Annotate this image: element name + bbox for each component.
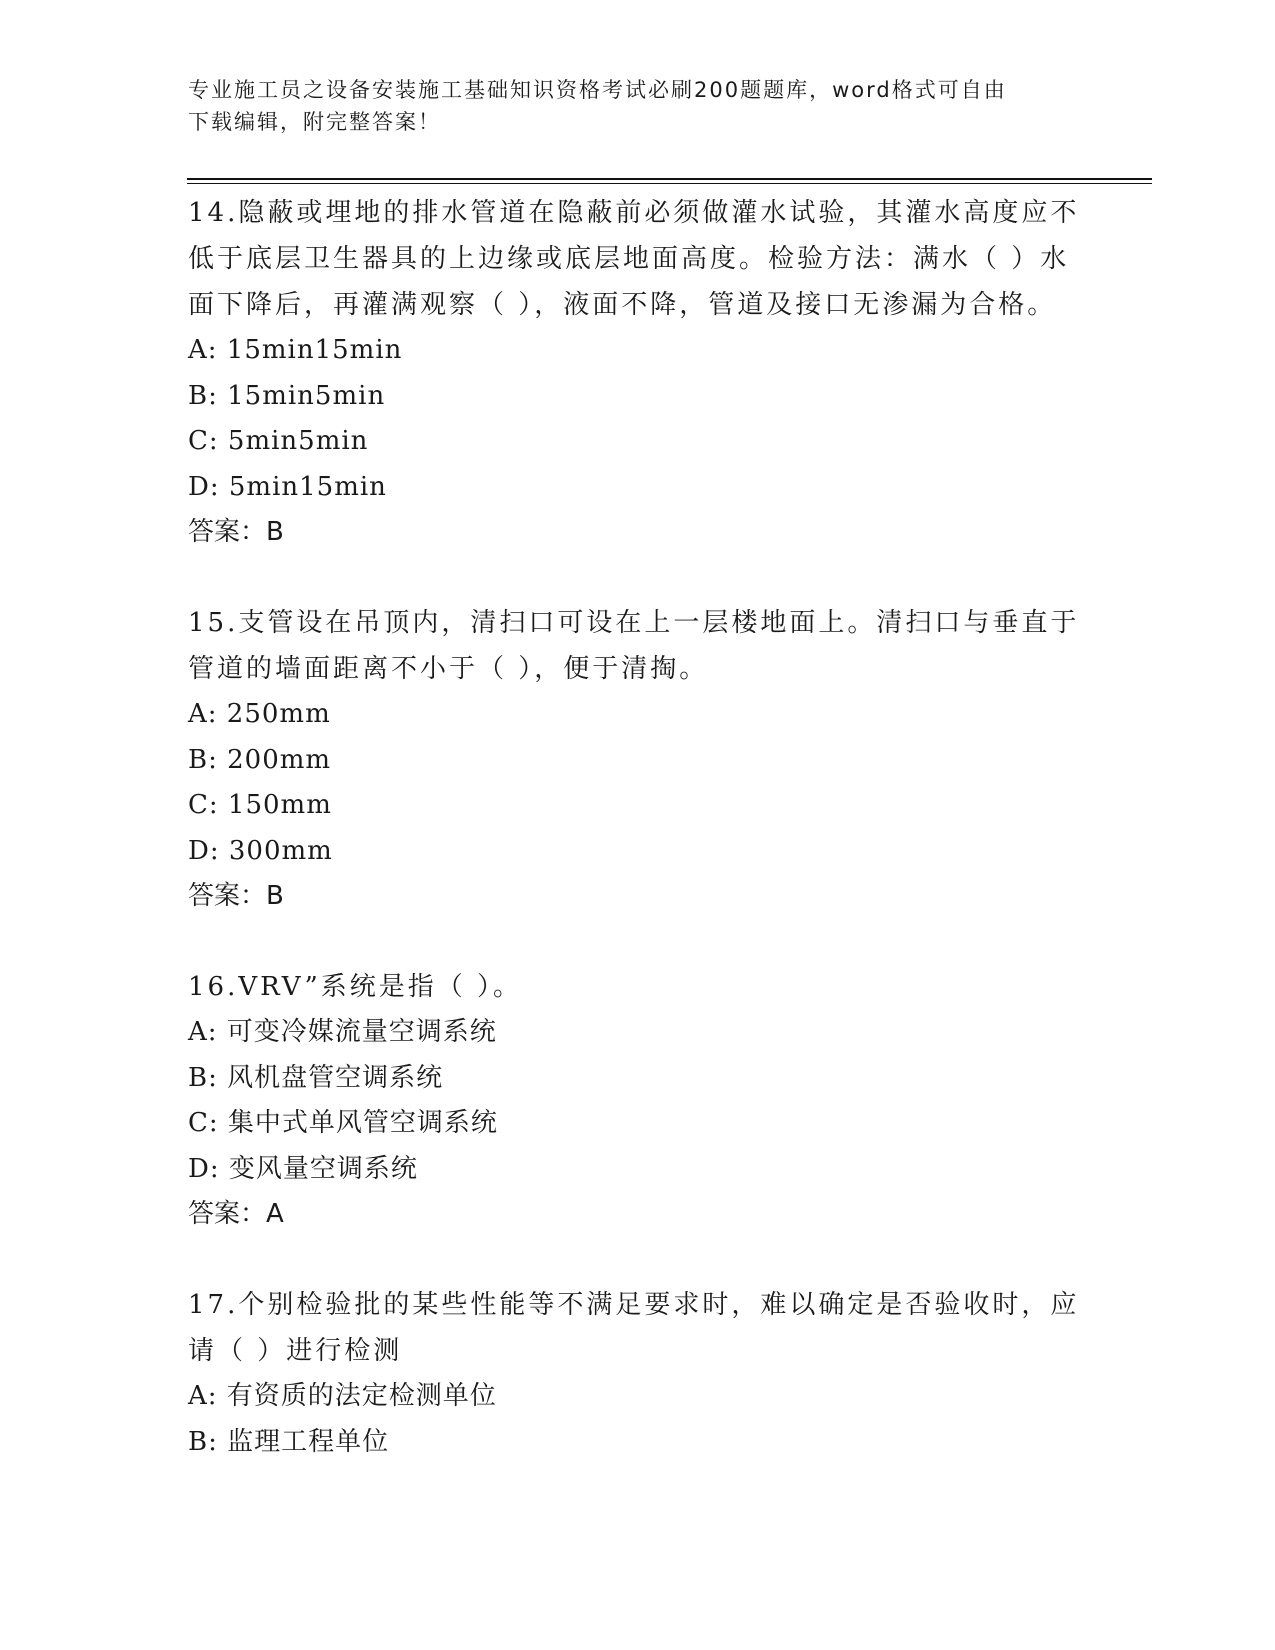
- option-a: A: 15min15min: [188, 335, 403, 365]
- option-a: A: 250mm: [188, 699, 331, 729]
- option-b: B: 监理工程单位: [188, 1426, 390, 1457]
- question-stem: 17.个别检验批的某些性能等不满足要求时，难以确定是否验收时，应请（ ）进行检测: [188, 1290, 1080, 1366]
- question-14: [188, 190, 1088, 554]
- answer-key: 答案：B: [188, 517, 284, 547]
- header-line-1: 专业施工员之设备安装施工基础知识资格考试必刷200题题库，word格式可自由: [188, 78, 1007, 102]
- question-stem: 16.VRV”系统是指（ ）。: [188, 972, 523, 1002]
- question-stem: 14.隐蔽或埋地的排水管道在隐蔽前必须做灌水试验，其灌水高度应不低于底层卫生器具的上边缘或底层地面高度。检验方法：满水（ ）水面下降后，再灌满观察（ ），液面不降，管道及接口无渗漏为合格。: [188, 198, 1080, 320]
- option-d: D: 5min15min: [188, 471, 387, 502]
- question-16: [188, 964, 1088, 1236]
- header-divider-thick: [187, 178, 1152, 180]
- document-header: [188, 74, 1068, 138]
- question-15: [188, 600, 1088, 918]
- option-b: B: 200mm: [188, 744, 332, 775]
- option-b: B: 15min5min: [188, 380, 386, 411]
- header-divider-thin: [187, 183, 1152, 184]
- option-c: C: 5min5min: [188, 426, 369, 456]
- option-c: C: 150mm: [188, 790, 332, 820]
- answer-key: 答案：B: [188, 881, 284, 911]
- option-a: A: 可变冷媒流量空调系统: [188, 1017, 497, 1047]
- answer-key: 答案：A: [188, 1199, 284, 1229]
- question-list: [188, 190, 1088, 1511]
- question-stem: 15.支管设在吊顶内，清扫口可设在上一层楼地面上。清扫口与垂直于管道的墙面距离不小于（ ），便于清掏。: [188, 608, 1080, 684]
- question-17: [188, 1282, 1088, 1465]
- header-line-2: 下载编辑，附完整答案！: [188, 110, 441, 134]
- option-b: B: 风机盘管空调系统: [188, 1062, 444, 1093]
- option-c: C: 集中式单风管空调系统: [188, 1108, 498, 1138]
- option-d: D: 300mm: [188, 835, 333, 866]
- option-a: A: 有资质的法定检测单位: [188, 1381, 497, 1411]
- option-d: D: 变风量空调系统: [188, 1153, 418, 1184]
